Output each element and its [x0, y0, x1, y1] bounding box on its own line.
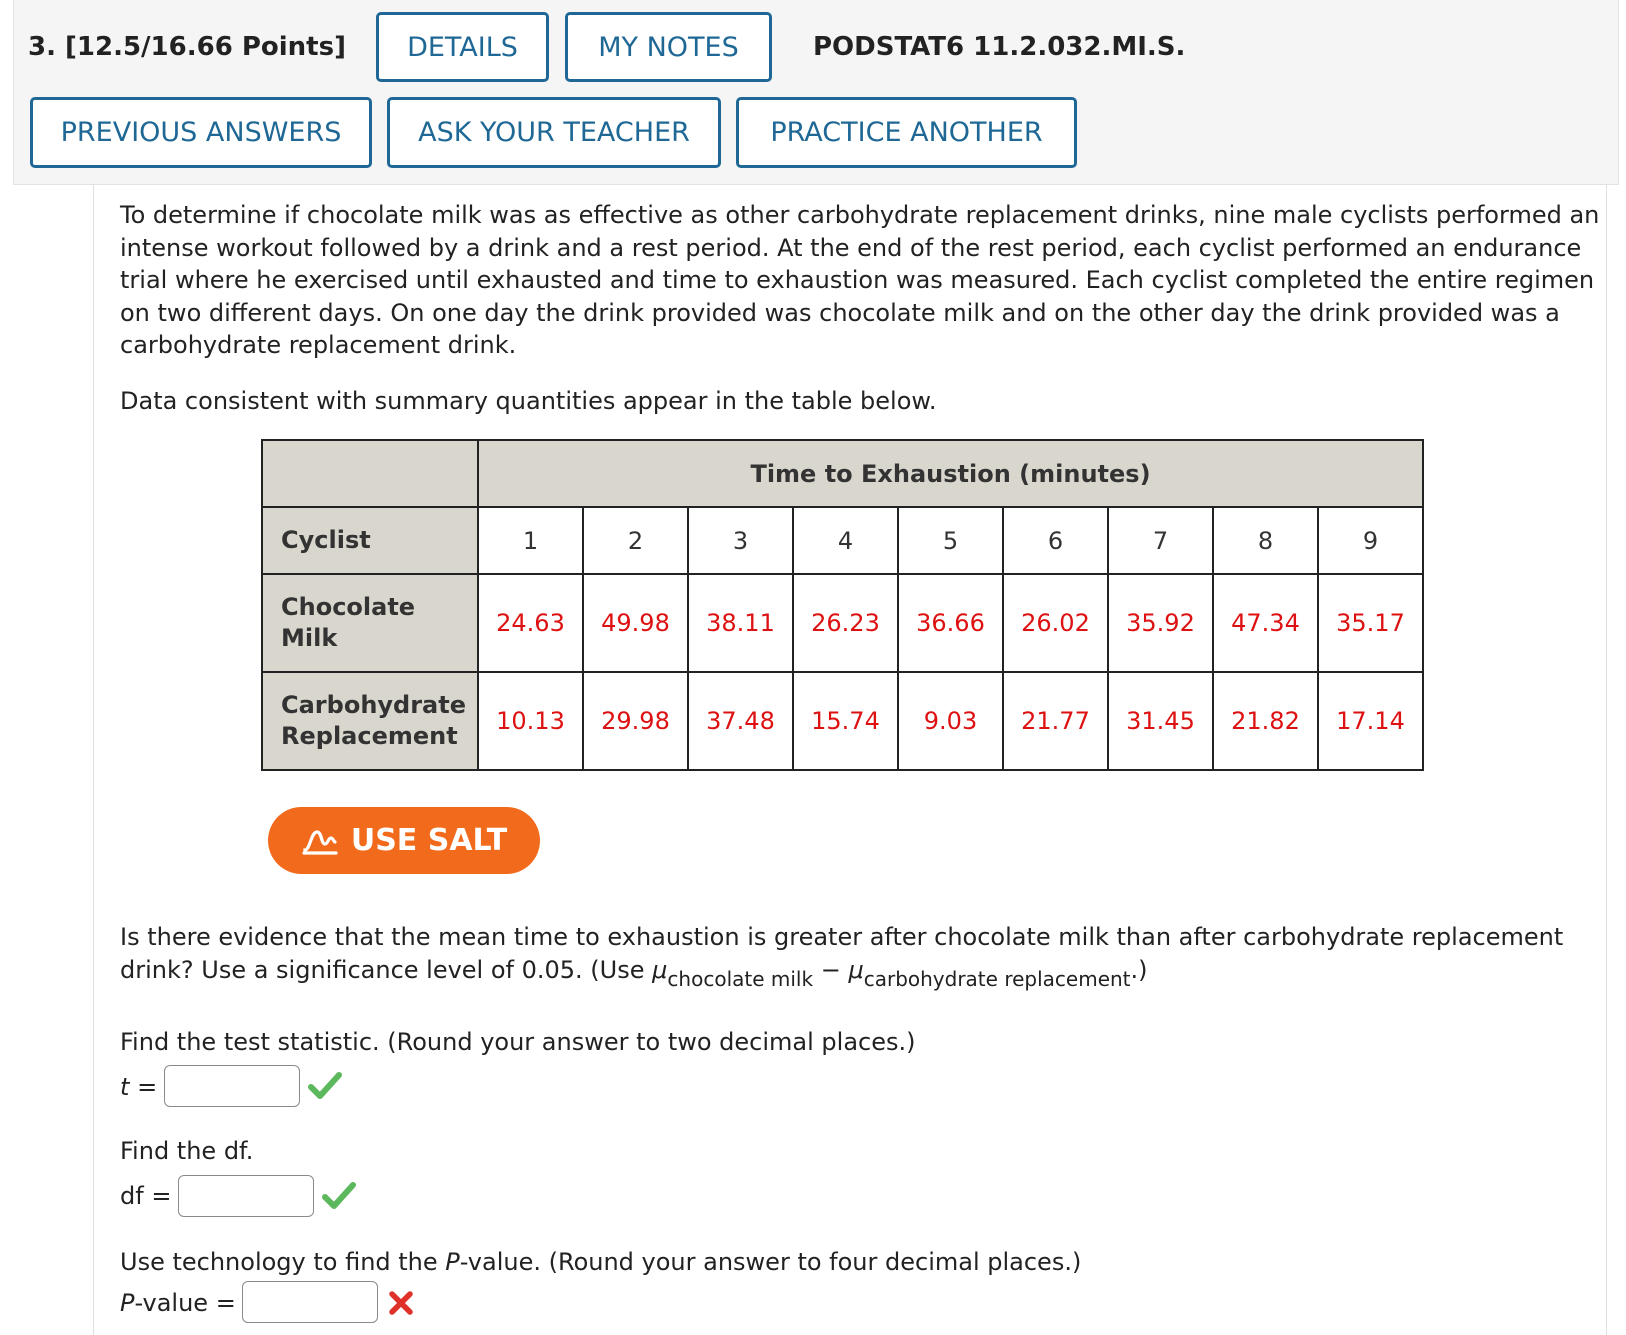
- intro-line: on two different days. On one day the drink provided was chocolate milk and on the other day the drink provided was a: [120, 298, 1560, 327]
- intro-line: trial where he exercised until exhausted and time to exhaustion was measured. Each cyclist completed the entire regimen: [120, 266, 1595, 294]
- pvalue-label-b: -value: [134, 1289, 209, 1317]
- check-icon: [308, 1070, 342, 1100]
- cyclist-number: 5: [898, 507, 1003, 574]
- df-label: [120, 1182, 171, 1210]
- carbohydrate-row: [262, 672, 1423, 770]
- ask-your-teacher-button[interactable]: ASK YOUR TEACHER: [387, 97, 721, 168]
- label-line: Carbohydrate: [281, 691, 467, 719]
- carbohydrate-label: [262, 672, 478, 770]
- chocolate-milk-row: [262, 574, 1423, 672]
- cyclist-row: [262, 507, 1423, 574]
- carbohydrate-value: 21.77: [1003, 672, 1108, 770]
- question-number: 3. [12.5/16.66 Points]: [28, 32, 346, 62]
- table-corner: [262, 440, 478, 507]
- cyclist-number: 2: [583, 507, 688, 574]
- t-symbol: t: [120, 1073, 130, 1101]
- pvalue-prompt-a: Use technology to find the: [120, 1248, 446, 1276]
- chocolate-milk-label: [262, 574, 478, 672]
- mu-subscript-carbohydrate: carbohydrate replacement: [863, 966, 1131, 991]
- chocolate-milk-value: 47.34: [1213, 574, 1318, 672]
- intro-line: To determine if chocolate milk was as effective as other carbohydrate replacement drinks, nine male cyclists performed an: [120, 201, 1600, 229]
- use-salt-label: USE SALT: [350, 823, 508, 858]
- intro-line: carbohydrate replacement drink.: [120, 331, 517, 359]
- cyclist-number: 6: [1003, 507, 1108, 574]
- intro-paragraph: [120, 199, 1599, 362]
- exhaustion-table: [261, 439, 1424, 771]
- df-input[interactable]: [178, 1175, 314, 1217]
- p-symbol: P: [120, 1289, 135, 1317]
- df-prompt: Find the df.: [120, 1137, 254, 1165]
- mu-symbol: μ: [652, 955, 668, 984]
- pvalue-label: [120, 1289, 236, 1317]
- carbohydrate-value: 15.74: [793, 672, 898, 770]
- cyclist-number: 1: [478, 507, 583, 574]
- practice-another-button[interactable]: PRACTICE ANOTHER: [736, 97, 1077, 168]
- question-text: [120, 921, 1563, 995]
- intro-line: intense workout followed by a drink and a rest period. At the end of the rest period, each cyclist performed an endurance: [120, 233, 1582, 262]
- question-line: Is there evidence that the mean time to exhaustion is greater after chocolate milk than after carbohydrate replacement: [120, 923, 1564, 951]
- carbohydrate-value: 9.03: [898, 672, 1003, 770]
- details-button[interactable]: DETAILS: [376, 12, 549, 82]
- chocolate-milk-value: 26.23: [793, 574, 898, 672]
- use-salt-button[interactable]: [268, 807, 540, 874]
- cross-icon: [388, 1290, 414, 1316]
- equals-sign: =: [137, 1073, 158, 1101]
- chocolate-milk-value: 38.11: [688, 574, 793, 672]
- minus-sign: −: [813, 955, 849, 984]
- previous-answers-button[interactable]: PREVIOUS ANSWERS: [30, 97, 372, 168]
- question-line-a: drink? Use a significance level of 0.05. (Use: [120, 955, 653, 984]
- question-line-end: .): [1130, 955, 1148, 984]
- table-title: Time to Exhaustion (minutes): [478, 440, 1423, 507]
- cyclist-number: 7: [1108, 507, 1213, 574]
- chocolate-milk-value: 24.63: [478, 574, 583, 672]
- content-left-border: [93, 185, 94, 1335]
- cyclist-label: Cyclist: [262, 507, 478, 574]
- carbohydrate-value: 10.13: [478, 672, 583, 770]
- data-note: Data consistent with summary quantities appear in the table below.: [120, 387, 937, 415]
- pvalue-prompt-b: -value. (Round your answer to four decimal places.): [459, 1248, 1082, 1276]
- cyclist-number: 3: [688, 507, 793, 574]
- p-symbol: P: [445, 1248, 460, 1276]
- label-line: Replacement: [281, 722, 458, 750]
- salt-icon: [301, 826, 339, 856]
- carbohydrate-value: 37.48: [688, 672, 793, 770]
- check-icon: [322, 1180, 356, 1210]
- df-symbol: df: [120, 1182, 144, 1210]
- mu-symbol: μ: [848, 955, 864, 984]
- carbohydrate-value: 29.98: [583, 672, 688, 770]
- chocolate-milk-value: 26.02: [1003, 574, 1108, 672]
- mu-subscript-chocolate: chocolate milk: [667, 966, 814, 991]
- cyclist-number: 9: [1318, 507, 1423, 574]
- my-notes-button[interactable]: MY NOTES: [565, 12, 772, 82]
- pvalue-input[interactable]: [242, 1281, 378, 1323]
- chocolate-milk-value: 36.66: [898, 574, 1003, 672]
- cyclist-number: 8: [1213, 507, 1318, 574]
- carbohydrate-value: 17.14: [1318, 672, 1423, 770]
- carbohydrate-value: 21.82: [1213, 672, 1318, 770]
- chocolate-milk-value: 49.98: [583, 574, 688, 672]
- t-label: [120, 1073, 157, 1101]
- label-line: Chocolate: [281, 593, 416, 621]
- question-line: [120, 954, 1563, 996]
- equals-sign: =: [215, 1289, 236, 1317]
- pvalue-prompt: [120, 1246, 1081, 1279]
- chocolate-milk-value: 35.17: [1318, 574, 1423, 672]
- equals-sign: =: [151, 1182, 172, 1210]
- cyclist-number: 4: [793, 507, 898, 574]
- carbohydrate-value: 31.45: [1108, 672, 1213, 770]
- chocolate-milk-value: 35.92: [1108, 574, 1213, 672]
- test-statistic-prompt: Find the test statistic. (Round your answer to two decimal places.): [120, 1028, 916, 1056]
- t-statistic-input[interactable]: [164, 1065, 300, 1107]
- label-line: Milk: [281, 624, 338, 652]
- content-right-border: [1606, 185, 1607, 1335]
- problem-code: PODSTAT6 11.2.032.MI.S.: [813, 32, 1186, 62]
